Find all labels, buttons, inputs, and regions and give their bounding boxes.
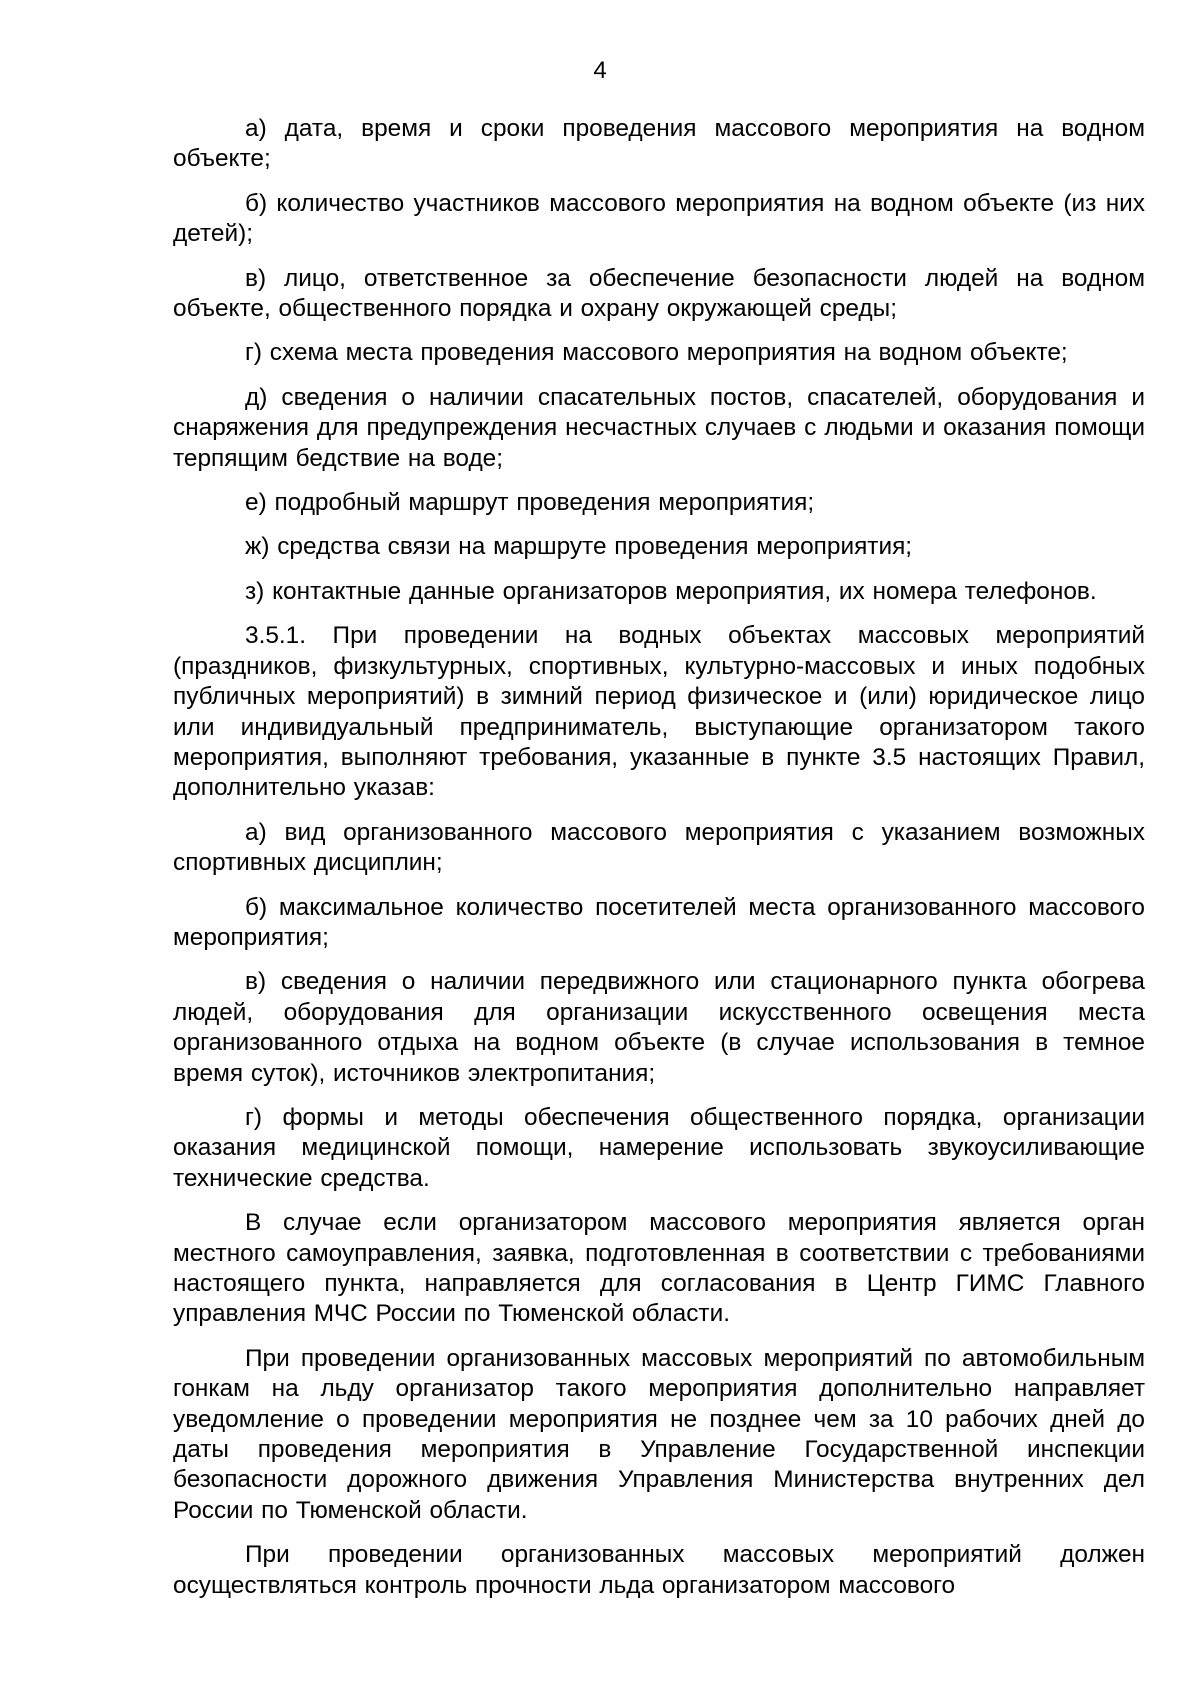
list-item-b: б) количество участников массового мероприятия на водном объекте (из них детей);: [173, 189, 1145, 248]
clause-3-5-1: 3.5.1. При проведении на водных объектах массовых мероприятий (праздников, физкультурных, спортивных, культурно-массовых и иных подобных публичных мероприятий) в зимний период физическое и (или) юридическое лицо или индивидуальный предприниматель, выступающие организатором такого мероприятия, выполняют требования, указанные в пункте 3.5 настоящих Правил, дополнительно указав:: [173, 622, 1145, 802]
paragraph-ice-control: При проведении организованных массовых мероприятий должен осуществляться контроль прочности льда организатором массового: [173, 1541, 1145, 1599]
sublist-item-v: в) сведения о наличии передвижного или стационарного пункта обогрева людей, оборудования для организации искусственного освещения места организованного отдыха на водном объекте (в случае использования в темное время суток), источников электропитания;: [173, 968, 1145, 1087]
document-body: [173, 114, 1145, 1615]
list-item-a: а) дата, время и сроки проведения массового мероприятия на водном объекте;: [173, 115, 1145, 173]
sublist-item-b: б) максимальное количество посетителей места организованного массового мероприятия;: [173, 893, 1145, 951]
list-item-e: е) подробный маршрут проведения мероприятия;: [245, 489, 815, 517]
list-item-g: г) схема места проведения массового мероприятия на водном объекте;: [245, 339, 1068, 367]
sublist-item-a: а) вид организованного массового мероприятия с указанием возможных спортивных дисциплин;: [173, 818, 1145, 877]
list-item-v: в) лицо, ответственное за обеспечение безопасности людей на водном объекте, общественного порядка и охрану окружающей среды;: [173, 264, 1145, 323]
list-item-z: з) контактные данные организаторов мероприятия, их номера телефонов.: [245, 577, 1097, 605]
list-item-zh: ж) средства связи на маршруте проведения мероприятия;: [245, 533, 913, 561]
paragraph-local-government: В случае если организатором массового мероприятия является орган местного самоуправления, заявка, подготовленная в соответствии с требованиями настоящего пункта, направляется для согласования в Центр ГИМС Главного управления МЧС России по Тюменской области.: [173, 1209, 1145, 1328]
paragraph-ice-racing: При проведении организованных массовых мероприятий по автомобильным гонкам на льду организатор такого мероприятия дополнительно направляет уведомление о проведении мероприятия не позднее чем за 10 рабочих дней до даты проведения мероприятия в Управление Государственной инспекции безопасности дорожного движения Управления Министерства внутренних дел России по Тюменской области.: [173, 1344, 1145, 1524]
list-item-d: д) сведения о наличии спасательных постов, спасателей, оборудования и снаряжения для предупреждения несчастных случаев с людьми и оказания помощи терпящим бедствие на воде;: [173, 383, 1145, 472]
page-number: 4: [593, 57, 607, 84]
sublist-item-g: г) формы и методы обеспечения общественного порядка, организации оказания медицинской помощи, намерение использовать звукоусиливающие технические средства.: [173, 1103, 1145, 1192]
